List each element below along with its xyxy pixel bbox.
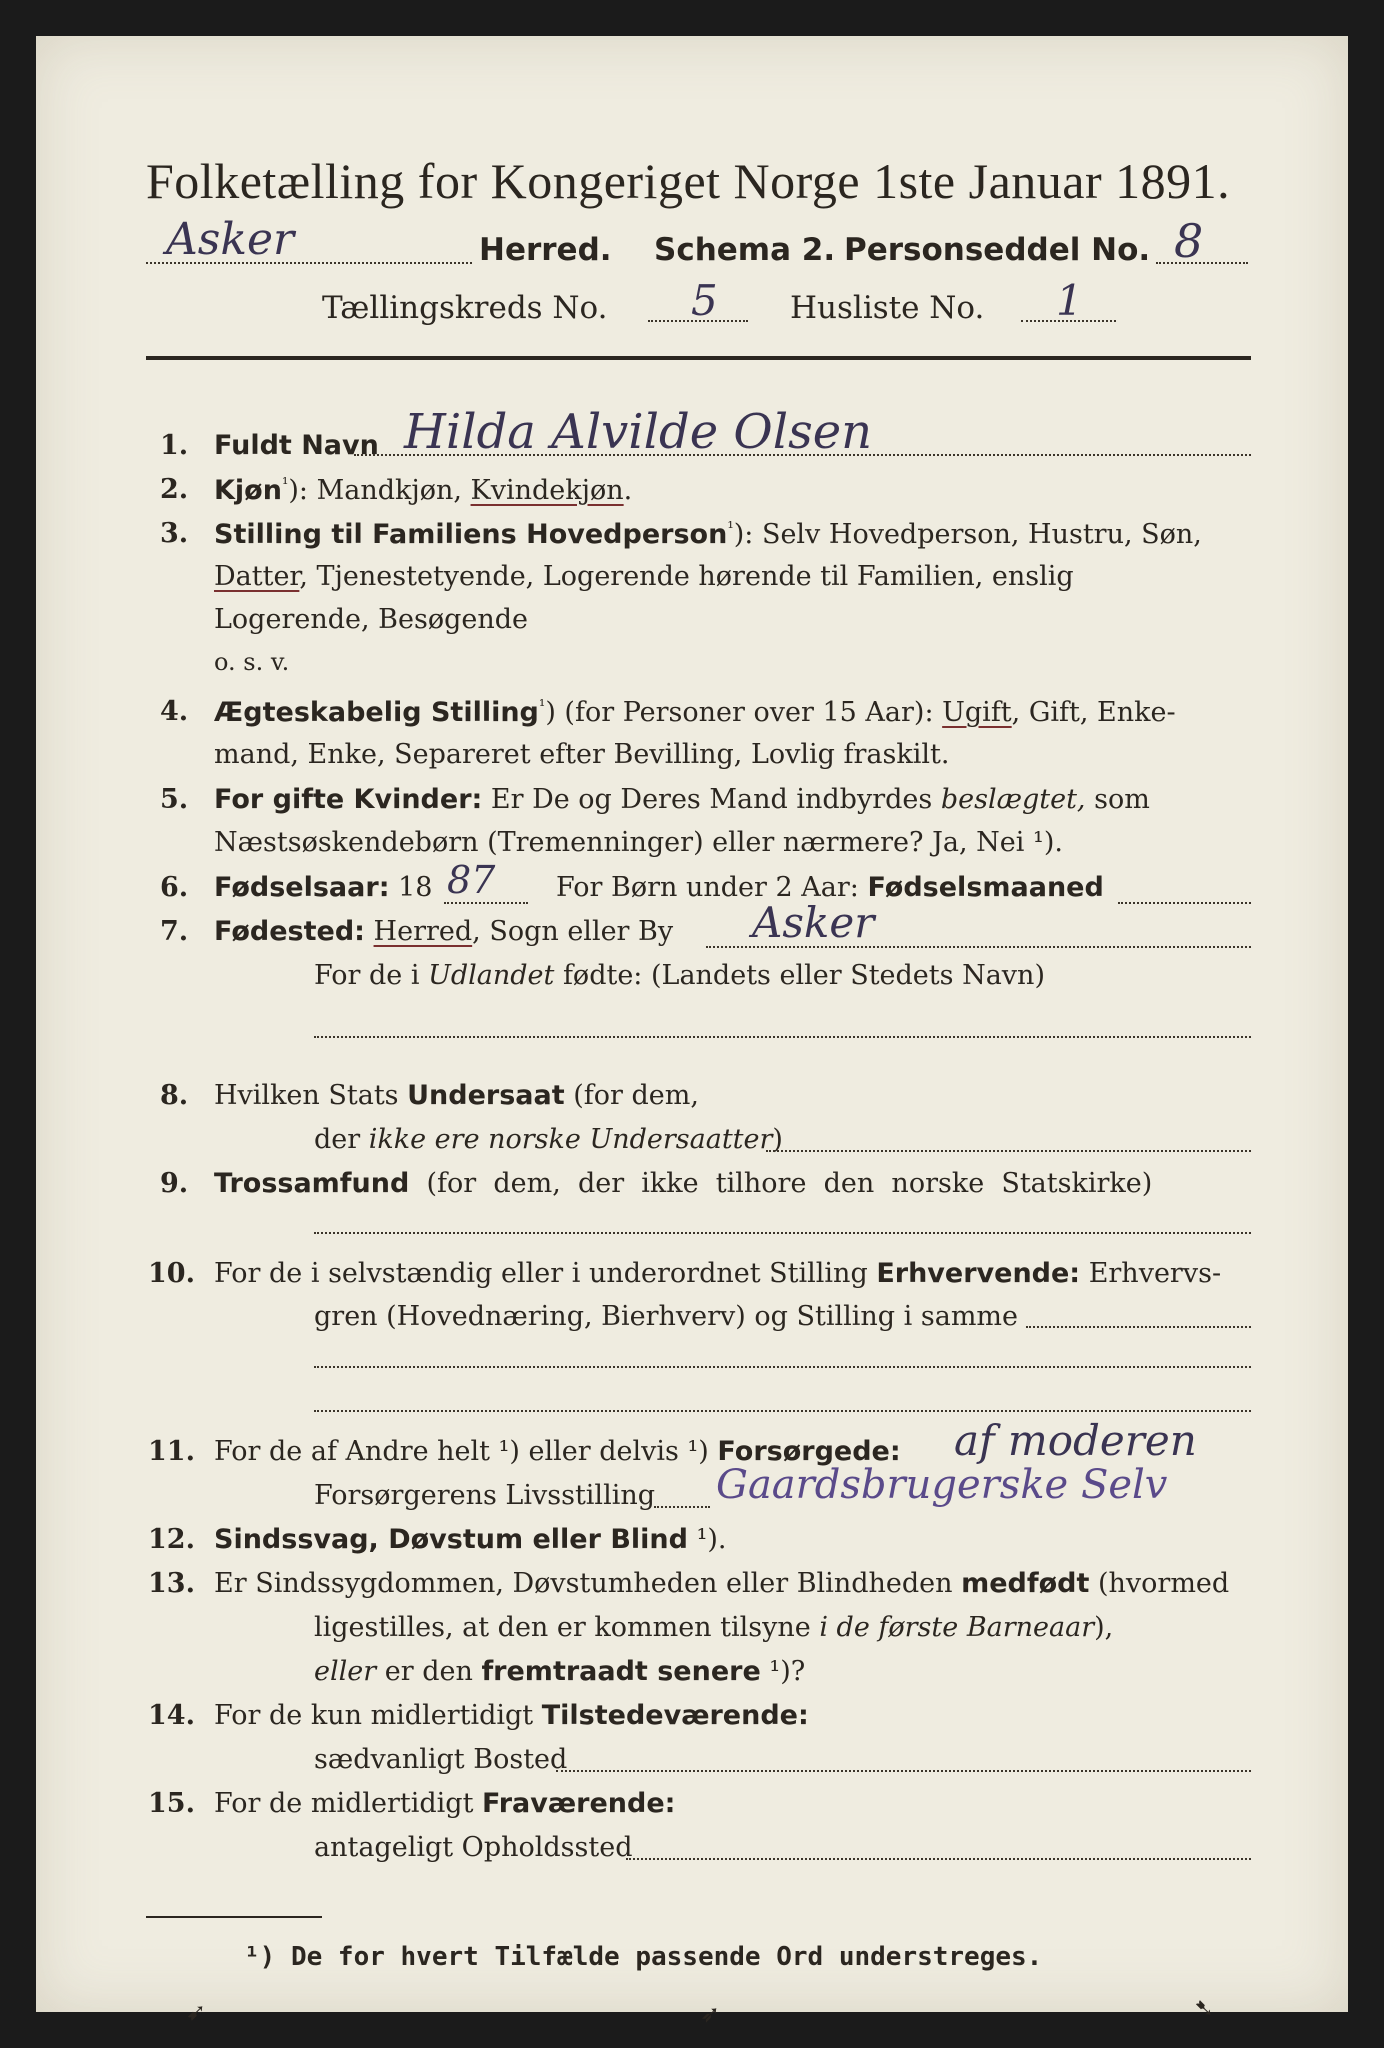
field-13-line3c: ¹)? <box>760 1656 806 1687</box>
field-15-line-1 <box>214 1788 675 1819</box>
field-6-text: For Børn under 2 Aar: <box>556 872 868 903</box>
herred-dotline <box>146 262 472 264</box>
field-5-line-1 <box>214 784 1150 815</box>
field-3-number: 3. <box>160 518 189 549</box>
field-10-line-2: gren (Hovednæring, Bierhverv) og Stilling i samme <box>314 1301 1019 1332</box>
field-14-number: 14. <box>148 1700 195 1731</box>
field-7-line2b: fødte: (Landets eller Stedets Navn) <box>554 960 1045 991</box>
field-13-text-a: Er Sindssygdommen, Døvstumheden eller Blindheden <box>214 1568 962 1599</box>
field-12-text: ¹). <box>687 1524 727 1555</box>
field-14-text-a: For de kun midlertidigt <box>214 1700 542 1731</box>
field-15-dotline <box>626 1858 1251 1860</box>
herred-label: Herred. <box>479 232 612 268</box>
field-13-line3a: er den <box>376 1656 482 1687</box>
field-8-label: Undersaat <box>407 1080 565 1111</box>
field-7-line2a: For de i <box>314 960 429 991</box>
field-2-number: 2. <box>160 474 189 505</box>
field-14-line-1 <box>214 1700 809 1731</box>
field-4-line-2: mand, Enke, Separeret efter Bevilling, Lovlig fraskilt. <box>214 739 950 770</box>
husliste-label: Husliste No. <box>790 290 985 326</box>
husliste-value: 1 <box>1056 276 1083 325</box>
field-12-label: Sindssvag, Døvstum eller Blind <box>214 1524 688 1555</box>
field-9-label: Trossamfund <box>214 1168 410 1199</box>
field-7-number: 7. <box>160 916 189 947</box>
field-9-dotline <box>314 1232 1251 1234</box>
field-8-line2a: der <box>314 1124 369 1155</box>
field-10-dotline <box>1026 1326 1251 1328</box>
field-2-label: Kjøn <box>214 475 282 506</box>
field-6-dotline-2 <box>1118 902 1251 904</box>
field-7-dotline <box>706 946 1251 948</box>
field-13-number: 13. <box>148 1568 195 1599</box>
field-4-underlined: Ugift <box>942 697 1012 728</box>
field-6-prefix: 18 <box>389 872 433 903</box>
personseddel-value: 8 <box>1174 214 1204 268</box>
husliste-dotline <box>1021 320 1116 322</box>
field-13-line-3 <box>314 1656 805 1687</box>
personseddel-dotline <box>1156 262 1248 264</box>
field-3-line-3: Logerende, Besøgende <box>214 604 528 635</box>
field-10-text-b: Erhvervs- <box>1080 1258 1222 1289</box>
printer-mark-left: ➹ <box>186 1998 207 2026</box>
field-9-line <box>214 1168 1152 1199</box>
field-1-value: Hilda Alvilde Olsen <box>404 404 873 460</box>
field-10-dotline-3 <box>314 1410 1251 1412</box>
field-7-dotline-2 <box>314 1036 1251 1038</box>
field-6-dotline <box>444 902 528 904</box>
field-15-text-a: For de midlertidigt <box>214 1788 483 1819</box>
field-5-label: For gifte Kvinder: <box>214 784 483 815</box>
field-4-line-1: Ægteskabelig Stilling$^{^1}$) (for Personer over 15 Aar): Ugift, Gift, Enke- <box>214 696 1176 728</box>
field-1-label: Fuldt Navn <box>214 430 379 461</box>
field-7-label: Fødested: <box>214 916 365 947</box>
field-3-line1-text: ): Selv Hovedperson, Hustru, Søn, <box>733 519 1202 550</box>
field-13-line-2 <box>314 1612 1113 1643</box>
field-8-italic: ikke ere norske Undersaatter <box>368 1124 773 1155</box>
field-10-text-a: For de i selvstændig eller i underordnet Stilling <box>214 1258 877 1289</box>
field-13-text-b: (hvormed <box>1089 1568 1230 1599</box>
taellingskreds-value: 5 <box>691 276 718 325</box>
field-13-italic: i de første Barneaar <box>819 1612 1095 1643</box>
field-13-line2a: ligestilles, at den er kommen tilsyne <box>314 1612 820 1643</box>
printer-mark-center: ➶ <box>700 2000 721 2028</box>
field-13-line3-italic: eller <box>314 1656 377 1687</box>
field-3-line-1: Stilling til Familiens Hovedperson$^{^1}$): Selv Hovedperson, Hustru, Søn, <box>214 518 1202 550</box>
field-3-underlined: Datter <box>214 561 300 592</box>
field-7-line-2 <box>314 960 1045 991</box>
field-11-label: Forsørgede: <box>717 1436 901 1467</box>
field-10-label: Erhvervende: <box>876 1258 1081 1289</box>
field-4-label: Ægteskabelig Stilling <box>214 697 539 728</box>
field-3-line-2 <box>214 561 1074 592</box>
field-14-line-2: sædvanligt Bosted <box>314 1744 568 1775</box>
field-13-label: medfødt <box>961 1568 1090 1599</box>
field-12-number: 12. <box>148 1524 195 1555</box>
field-6-label-2: Fødselsmaaned <box>867 872 1104 903</box>
field-4-number: 4. <box>160 696 189 727</box>
field-5-line1-b: som <box>1085 784 1150 815</box>
field-9-number: 9. <box>160 1168 189 1199</box>
field-2-underlined: Kvindekjøn <box>470 475 624 506</box>
field-9-text: (for dem, der ikke tilhore den norske Statskirke) <box>409 1168 1153 1199</box>
field-6-number: 6. <box>160 872 189 903</box>
field-10-dotline-2 <box>314 1366 1251 1368</box>
taellingskreds-dotline <box>648 320 748 322</box>
field-8-number: 8. <box>160 1080 189 1111</box>
field-8-dotline <box>766 1150 1251 1152</box>
field-8-line2b: ) <box>772 1124 783 1155</box>
schema-label: Schema 2. <box>654 232 836 268</box>
field-10-number: 10. <box>148 1258 195 1289</box>
field-11-value-2: Gaardsbrugerske Selv <box>716 1462 1168 1508</box>
field-6-label: Fødselsaar: <box>214 872 390 903</box>
taellingskreds-label: Tællingskreds No. <box>322 290 608 326</box>
header-rule <box>146 356 1251 360</box>
field-1-dotline <box>354 454 1251 456</box>
field-4-line1-text: ) (for Personer over 15 Aar): <box>545 697 943 728</box>
field-12-line <box>214 1524 727 1555</box>
field-13-line-1 <box>214 1568 1229 1599</box>
field-8-line-2 <box>314 1124 783 1155</box>
field-2-text-a: ): Mandkjøn, <box>288 475 471 506</box>
field-8-line-1 <box>214 1080 699 1111</box>
field-15-label: Fraværende: <box>482 1788 676 1819</box>
field-6-value: 87 <box>447 858 496 902</box>
field-5-line-2: Næstsøskendebørn (Tremenninger) eller nærmere? Ja, Nei ¹). <box>214 827 1063 858</box>
field-7-underlined: Herred <box>373 916 473 947</box>
field-5-line1-text: Er De og Deres Mand indbyrdes <box>482 784 941 815</box>
field-11-dotline <box>654 1506 710 1508</box>
field-2-sup: ¹ <box>281 474 289 493</box>
field-11-line-2: Forsørgerens Livsstilling <box>314 1480 656 1511</box>
field-14-label: Tilstedeværende: <box>541 1700 809 1731</box>
field-15-line-2: antageligt Opholdssted <box>314 1832 633 1863</box>
field-3-line-4: o. s. v. <box>214 648 290 676</box>
field-7-value: Asker <box>752 898 875 947</box>
personseddel-label: Personseddel No. <box>844 232 1151 268</box>
herred-value: Asker <box>166 214 295 265</box>
field-14-dotline <box>556 1770 1251 1772</box>
field-11-text-a: For de af Andre helt ¹) eller delvis ¹) <box>214 1436 718 1467</box>
field-2-text-c: . <box>623 475 633 506</box>
field-2-text <box>214 474 632 506</box>
field-4-line1-b: , Gift, Enke- <box>1011 697 1176 728</box>
field-5-italic: beslægtet, <box>940 784 1086 815</box>
field-11-number: 11. <box>148 1436 195 1467</box>
field-1-number: 1. <box>160 430 189 461</box>
field-7-line-1 <box>214 916 673 947</box>
field-11-value: af moderen <box>954 1416 1197 1465</box>
footnote: ¹) De for hvert Tilfælde passende Ord understreges. <box>244 1942 1043 1972</box>
form-title: Folketælling for Kongeriget Norge 1ste Januar 1891. <box>146 153 1231 209</box>
field-8-text-a: Hvilken Stats <box>214 1080 408 1111</box>
field-10-line-1 <box>214 1258 1221 1289</box>
census-form-page <box>36 36 1348 2028</box>
footnote-rule <box>146 1916 322 1918</box>
field-3-line2-text: , Tjenestetyende, Logerende hørende til Familien, enslig <box>299 561 1074 592</box>
field-5-number: 5. <box>160 784 189 815</box>
field-13-line3-bold: fremtraadt senere <box>481 1656 761 1687</box>
field-7-italic: Udlandet <box>428 960 555 991</box>
field-15-number: 15. <box>148 1788 195 1819</box>
field-7-text: , Sogn eller By <box>472 916 674 947</box>
field-13-line2b: ), <box>1094 1612 1114 1643</box>
field-6-line <box>214 872 432 903</box>
field-3-label: Stilling til Familiens Hovedperson <box>214 519 728 550</box>
field-8-text-b: (for dem, <box>564 1080 699 1111</box>
printer-mark-right: ➷ <box>1194 1994 1215 2022</box>
